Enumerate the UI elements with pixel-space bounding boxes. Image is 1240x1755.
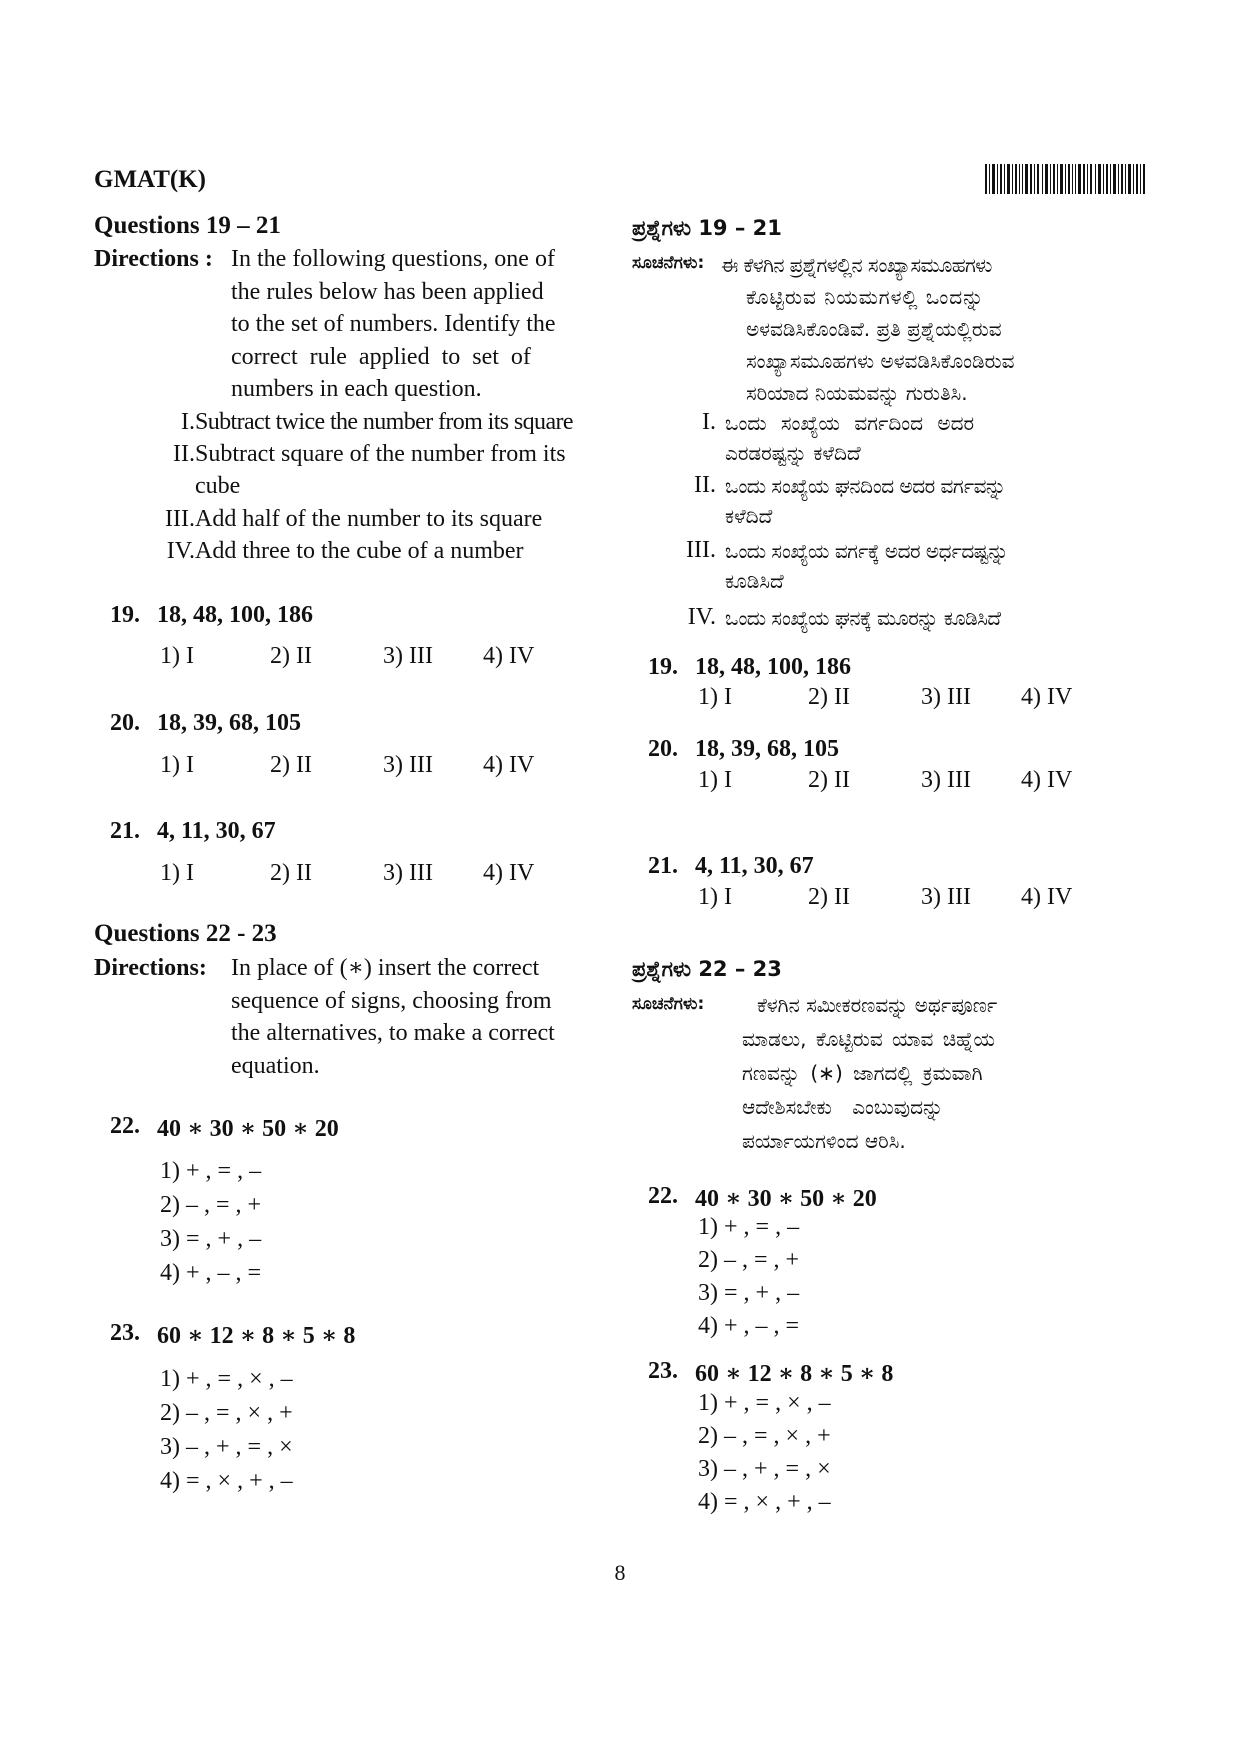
kn-rule-text: ಒಂದು ಸಂಖ್ಯೆಯ ಘನಕ್ಕೆ ಮೂರನ್ನು ಕೂಡಿಸಿದೆ (725, 606, 1001, 630)
option[interactable]: 3) = , + , – (160, 1226, 262, 1252)
option[interactable]: 4) IV (1021, 884, 1073, 910)
kn-rule-text: ಒಂದು ಸಂಖ್ಯೆಯ ವರ್ಗದಿಂದ ಅದರ (725, 411, 975, 435)
question-number: 23. (110, 1320, 140, 1346)
option[interactable]: 1) + , = , × , – (160, 1366, 293, 1392)
rule-text: Add three to the cube of a number (195, 538, 524, 564)
option[interactable]: 2) II (808, 684, 850, 710)
question-text: 18, 48, 100, 186 (157, 602, 313, 628)
directions-line: to the set of numbers. Identify the (231, 311, 556, 337)
option[interactable]: 3) III (921, 684, 971, 710)
directions-label: Directions : (94, 246, 213, 272)
question-text: 4, 11, 30, 67 (157, 818, 276, 844)
question-text: 60 ∗ 12 ∗ 8 ∗ 5 ∗ 8 (695, 1361, 894, 1387)
kn-section-heading-22-23: ಪ್ರಶ್ನೆಗಳು 22 – 23 (632, 957, 782, 981)
options-row (698, 684, 1118, 714)
option[interactable]: 3) III (383, 643, 433, 669)
option[interactable]: 4) IV (1021, 684, 1073, 710)
rule-text: Subtract twice the number from its square (195, 409, 573, 435)
option[interactable]: 2) – , = , × , + (160, 1400, 293, 1426)
question-text: 18, 39, 68, 105 (695, 736, 839, 762)
barcode-icon (985, 164, 1145, 194)
kn-directions-line: ಅಳವಡಿಸಿಕೊಂಡಿವೆ. ಪ್ರತಿ ಪ್ರಶ್ನೆಯಲ್ಲಿರುವ (746, 317, 1002, 341)
kn-directions-line: ಸಂಖ್ಯಾಸಮೂಹಗಳು ಅಳವಡಿಸಿಕೊಂಡಿರುವ (746, 349, 1015, 373)
page-number: 8 (614, 1560, 626, 1585)
question-number: 19. (110, 602, 140, 628)
kn-rule-text: ಎರಡರಷ್ಟನ್ನು ಕಳೆದಿದೆ (725, 441, 861, 465)
option[interactable]: 2) – , = , + (160, 1192, 262, 1218)
question-text: 4, 11, 30, 67 (695, 853, 814, 879)
rule-text: Add half of the number to its square (195, 506, 543, 532)
option[interactable]: 1) I (698, 684, 732, 710)
option[interactable]: 1) I (698, 884, 732, 910)
section-heading-22-23: Questions 22 - 23 (94, 920, 277, 947)
option[interactable]: 4) = , × , + , – (698, 1489, 831, 1515)
option[interactable]: 4) = , × , + , – (160, 1468, 293, 1494)
rule-text: Subtract square of the number from its (195, 441, 566, 467)
option[interactable]: 1) I (698, 767, 732, 793)
option[interactable]: 2) II (270, 643, 312, 669)
option[interactable]: 1) + , = , – (698, 1214, 800, 1240)
kn-rule-number: III. (686, 537, 716, 563)
directions-line: In the following questions, one of (231, 246, 555, 272)
kn-rule-text: ಕಳೆದಿದೆ (725, 504, 773, 528)
options-row (160, 643, 580, 673)
rule-number: II. (173, 441, 195, 467)
question-number: 23. (648, 1358, 678, 1384)
options-row (698, 884, 1118, 914)
option[interactable]: 2) II (808, 767, 850, 793)
option[interactable]: 1) + , = , × , – (698, 1390, 831, 1416)
directions-label: Directions: (94, 955, 207, 981)
question-number: 21. (110, 818, 140, 844)
rule-number: IV. (166, 538, 195, 564)
kn-rule-number: I. (702, 409, 716, 435)
option[interactable]: 2) II (270, 752, 312, 778)
kn-directions-line: ಈ ಕೆಳಗಿನ ಪ್ರಶ್ನೆಗಳಲ್ಲಿನ ಸಂಖ್ಯಾಸಮೂಹಗಳು (721, 253, 992, 277)
option[interactable]: 1) + , = , – (160, 1158, 262, 1184)
question-number: 20. (648, 736, 678, 762)
section-heading-19-21: Questions 19 – 21 (94, 212, 281, 239)
kn-rule-number: IV. (687, 604, 716, 630)
rule-number: III. (165, 506, 195, 532)
option[interactable]: 2) II (270, 860, 312, 886)
question-number: 20. (110, 710, 140, 736)
directions-line: correct rule applied to set of (231, 343, 531, 370)
question-number: 22. (110, 1113, 140, 1139)
kn-directions-line: ಮಾಡಲು, ಕೊಟ್ಟಿರುವ ಯಾವ ಚಿಹ್ನೆಯ (742, 1027, 995, 1051)
option[interactable]: 1) I (160, 752, 194, 778)
question-text: 60 ∗ 12 ∗ 8 ∗ 5 ∗ 8 (157, 1323, 356, 1349)
question-number: 22. (648, 1183, 678, 1209)
option[interactable]: 1) I (160, 643, 194, 669)
directions-line: In place of (∗) insert the correct (231, 955, 540, 981)
kn-directions-line: ಪರ್ಯಾಯಗಳಿಂದ ಆರಿಸಿ. (742, 1129, 906, 1153)
kn-rule-text: ಒಂದು ಸಂಖ್ಯೆಯ ವರ್ಗಕ್ಕೆ ಅದರ ಅರ್ಧದಷ್ಟನ್ನು (725, 539, 1009, 563)
option[interactable]: 3) III (921, 767, 971, 793)
option[interactable]: 3) = , + , – (698, 1280, 800, 1306)
option[interactable]: 4) IV (1021, 767, 1073, 793)
option[interactable]: 4) IV (483, 752, 535, 778)
kn-directions-line: ಸರಿಯಾದ ನಿಯಮವನ್ನು ಗುರುತಿಸಿ. (746, 381, 968, 405)
option[interactable]: 4) + , – , = (160, 1260, 262, 1286)
kn-rule-text: ಒಂದು ಸಂಖ್ಯೆಯ ಘನದಿಂದ ಅದರ ವರ್ಗವನ್ನು (725, 474, 1006, 498)
option[interactable]: 3) III (383, 860, 433, 886)
option[interactable]: 2) – , = , + (698, 1247, 800, 1273)
rule-text: cube (195, 473, 241, 499)
kn-directions-label: ಸೂಚನೆಗಳು: (632, 994, 705, 1014)
exam-code: GMAT(K) (94, 166, 207, 193)
options-row (160, 860, 580, 890)
directions-line: numbers in each question. (231, 376, 482, 402)
kn-directions-line: ಆದೇಶಿಸಬೇಕು ಎಂಬುವುದನ್ನು (742, 1095, 944, 1119)
directions-line: the alternatives, to make a correct (231, 1020, 555, 1046)
question-text: 40 ∗ 30 ∗ 50 ∗ 20 (157, 1116, 339, 1142)
directions-line: sequence of signs, choosing from (231, 987, 552, 1014)
option[interactable]: 2) II (808, 884, 850, 910)
question-text: 18, 48, 100, 186 (695, 654, 851, 680)
kn-section-heading-19-21: ಪ್ರಶ್ನೆಗಳು 19 – 21 (632, 216, 782, 240)
question-number: 21. (648, 853, 678, 879)
option[interactable]: 2) – , = , × , + (698, 1423, 831, 1449)
kn-directions-line: ಗಣವನ್ನು (∗) ಜಾಗದಲ್ಲಿ ಕ್ರಮವಾಗಿ (742, 1061, 983, 1085)
option[interactable]: 4) IV (483, 860, 535, 886)
kn-directions-label: ಸೂಚನೆಗಳು: (632, 253, 705, 273)
option[interactable]: 3) III (921, 884, 971, 910)
kn-rule-text: ಕೂಡಿಸಿದೆ (725, 569, 784, 593)
question-text: 18, 39, 68, 105 (157, 710, 301, 736)
options-row (160, 752, 580, 782)
directions-line: the rules below has been applied (231, 278, 544, 305)
rule-number: I. (181, 409, 195, 435)
directions-line: equation. (231, 1052, 320, 1079)
question-text: 40 ∗ 30 ∗ 50 ∗ 20 (695, 1186, 877, 1212)
option[interactable]: 3) – , + , = , × (698, 1456, 831, 1482)
option[interactable]: 1) I (160, 860, 194, 886)
options-row (698, 767, 1118, 797)
option[interactable]: 3) III (383, 752, 433, 778)
kn-directions-line: ಕೆಳಗಿನ ಸಮೀಕರಣವನ್ನು ಅರ್ಥಪೂರ್ಣ (757, 993, 998, 1017)
kn-rule-number: II. (694, 472, 716, 498)
option[interactable]: 3) – , + , = , × (160, 1434, 293, 1460)
question-number: 19. (648, 654, 678, 680)
option[interactable]: 4) + , – , = (698, 1313, 800, 1339)
option[interactable]: 4) IV (483, 643, 535, 669)
kn-directions-line: ಕೊಟ್ಟಿರುವ ನಿಯಮಗಳಲ್ಲಿ ಒಂದನ್ನು (746, 285, 985, 309)
